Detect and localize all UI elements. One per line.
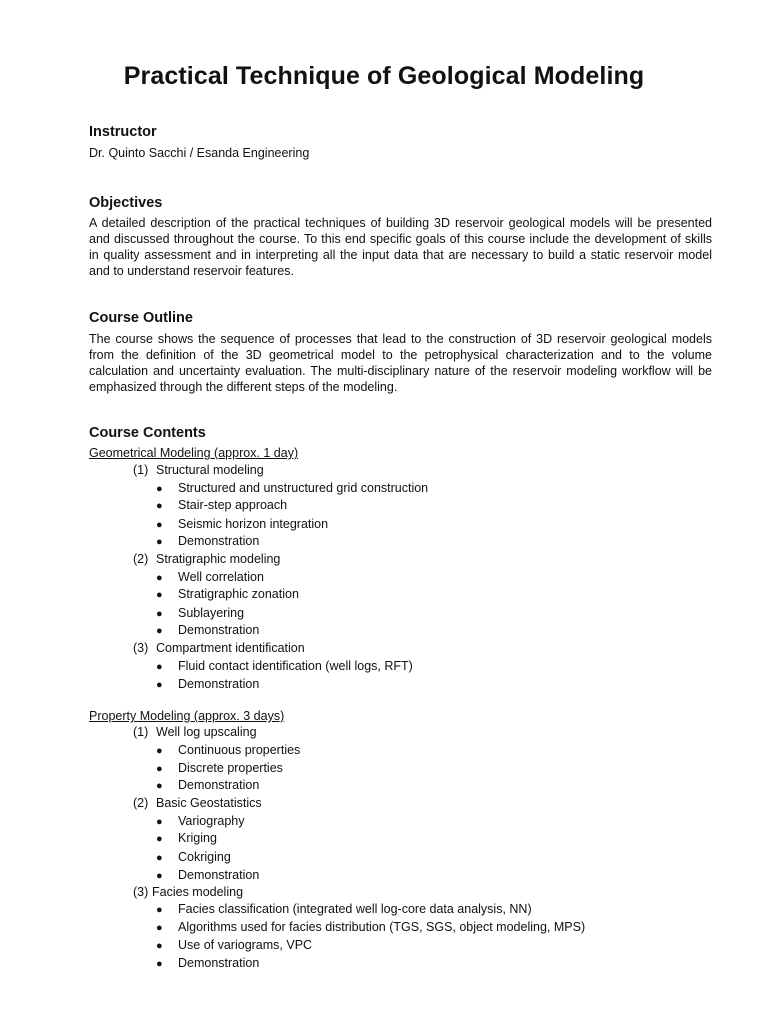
sub-item-label: Demonstration [178, 956, 260, 970]
item-number: (2) [133, 796, 149, 810]
bullet-icon: ● [156, 608, 163, 620]
bullet-icon: ● [156, 589, 163, 601]
sub-item-label: Structured and unstructured grid construction [178, 481, 429, 495]
sub-item [156, 481, 428, 495]
objectives-heading: Objectives [89, 195, 163, 211]
sub-item [156, 659, 413, 673]
sub-item [156, 677, 259, 691]
sub-item-label: Stratigraphic zonation [178, 587, 299, 601]
sub-item [156, 868, 259, 882]
sub-item [156, 743, 300, 757]
sub-item-label: Facies classification (integrated well log-core data analysis, NN) [178, 902, 532, 916]
list-item [133, 796, 262, 810]
sub-item-label: Seismic horizon integration [178, 517, 329, 531]
sub-item [156, 761, 283, 775]
sub-item [156, 920, 585, 934]
module-title-geometrical: Geometrical Modeling (approx. 1 day) [89, 446, 299, 460]
module-title-property: Property Modeling (approx. 3 days) [89, 709, 285, 723]
sub-item [156, 831, 217, 845]
bullet-icon: ● [156, 870, 163, 882]
sub-item-label: Continuous properties [178, 743, 301, 757]
sub-item-label: Well correlation [178, 570, 264, 584]
document-title: Practical Technique of Geological Modeling [123, 62, 645, 90]
bullet-icon: ● [156, 536, 163, 548]
list-item [133, 641, 305, 655]
sub-item-label: Demonstration [178, 534, 260, 548]
sub-item [156, 902, 532, 916]
bullet-icon: ● [156, 625, 163, 637]
bullet-icon: ● [156, 661, 163, 673]
bullet-icon: ● [156, 745, 163, 757]
item-number: (3) [133, 885, 149, 899]
bullet-icon: ● [156, 852, 163, 864]
outline-paragraph: The course shows the sequence of processes that lead to the construction of 3D reservoir geological models from the definition of the 3D geometrical model to the petrophysical characterization and to the volume calculation and uncertainty evaluation. The multi-disciplinary nature of the reservoir modeling workflow will be emphasized through the different steps of the modeling. [89, 332, 712, 394]
sub-item [156, 587, 299, 601]
bullet-icon: ● [156, 519, 163, 531]
bullet-icon: ● [156, 904, 163, 916]
bullet-icon: ● [156, 816, 163, 828]
sub-item [156, 606, 244, 620]
objectives-paragraph: A detailed description of the practical techniques of building 3D reservoir geological models will be presented and discussed throughout the course. To this end specific goals of this course include the development of skills in quality assessment and in interpreting all the input data that are necessary to build a static reservoir model and to understand reservoir features. [89, 216, 712, 278]
bullet-icon: ● [156, 500, 163, 512]
item-label: Basic Geostatistics [156, 796, 262, 810]
bullet-icon: ● [156, 572, 163, 584]
sub-item-label: Stair-step approach [178, 498, 288, 512]
bullet-icon: ● [156, 958, 163, 970]
bullet-icon: ● [156, 940, 163, 952]
sub-item [156, 778, 259, 792]
sub-item-label: Sublayering [178, 606, 245, 620]
list-item [133, 885, 243, 899]
list-item [133, 725, 257, 739]
bullet-icon: ● [156, 780, 163, 792]
list-item [133, 463, 264, 477]
item-label: Stratigraphic modeling [156, 552, 281, 566]
item-number: (1) [133, 463, 149, 477]
bullet-icon: ● [156, 763, 163, 775]
bullet-icon: ● [156, 833, 163, 845]
sub-item [156, 498, 287, 512]
sub-item-label: Cokriging [178, 850, 231, 864]
sub-item-label: Algorithms used for facies distribution (TGS, SGS, object modeling, MPS) [178, 920, 586, 934]
item-label: Structural modeling [156, 463, 264, 477]
sub-item [156, 938, 312, 952]
sub-item-label: Discrete properties [178, 761, 283, 775]
sub-item [156, 814, 244, 828]
bullet-icon: ● [156, 922, 163, 934]
bullet-icon: ● [156, 679, 163, 691]
item-number: (3) [133, 641, 149, 655]
bullet-icon: ● [156, 483, 163, 495]
list-item [133, 552, 280, 566]
sub-item-label: Variography [178, 814, 245, 828]
item-label: Well log upscaling [156, 725, 257, 739]
sub-item [156, 956, 259, 970]
contents-heading: Course Contents [89, 425, 206, 441]
item-label: Facies modeling [152, 885, 244, 899]
instructor-heading: Instructor [89, 124, 157, 140]
item-label: Compartment identification [156, 641, 305, 655]
item-number: (1) [133, 725, 149, 739]
outline-heading: Course Outline [89, 310, 193, 326]
item-number: (2) [133, 552, 149, 566]
sub-item-label: Demonstration [178, 677, 260, 691]
sub-item-label: Demonstration [178, 623, 260, 637]
sub-item-label: Kriging [178, 831, 217, 845]
sub-item [156, 570, 264, 584]
sub-item [156, 517, 328, 531]
instructor-name: Dr. Quinto Sacchi / Esanda Engineering [89, 146, 310, 160]
sub-item-label: Demonstration [178, 778, 260, 792]
sub-item [156, 850, 231, 864]
sub-item [156, 534, 259, 548]
sub-item-label: Fluid contact identification (well logs, RFT) [178, 659, 413, 673]
sub-item-label: Demonstration [178, 868, 260, 882]
sub-item [156, 623, 259, 637]
sub-item-label: Use of variograms, VPC [178, 938, 313, 952]
